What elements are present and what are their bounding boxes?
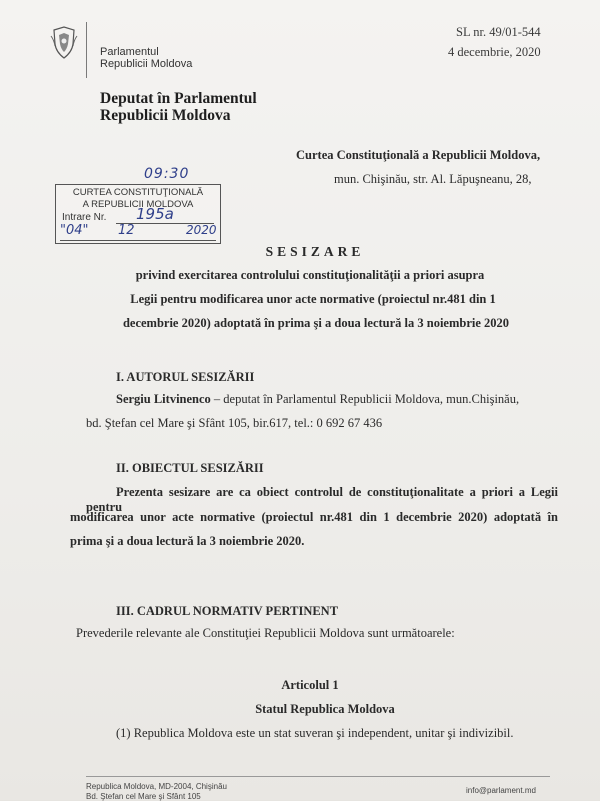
section-1-line-2: bd. Ştefan cel Mare şi Sfânt 105, bir.617, tel.: 0 692 67 436 xyxy=(86,416,383,430)
stamp-date-underline xyxy=(60,240,216,241)
stamp-month: 12 xyxy=(118,223,135,238)
section-3-intro: Prevederile relevante ale Constituţiei Republicii Moldova sunt următoarele: xyxy=(76,626,455,640)
stamp-year: 2020 xyxy=(186,223,217,237)
article-paragraph: (1) Republica Moldova este un stat suveran şi independent, unitar şi indivizibil. xyxy=(116,726,514,740)
section-2-line-2: modificarea unor acte normative (proiectul nr.481 din 1 decembrie 2020) adoptată în xyxy=(70,510,558,524)
stamp-day: "04" xyxy=(60,223,89,238)
section-2-heading: II. OBIECTUL SESIZĂRII xyxy=(116,461,264,475)
stamp-time: 09:30 xyxy=(144,166,190,182)
header-divider xyxy=(86,22,87,78)
article-number: Articolul 1 xyxy=(281,678,339,692)
reference-number: SL nr. 49/01-544 xyxy=(456,25,541,39)
section-1-heading: I. AUTORUL SESIZĂRII xyxy=(116,370,255,384)
recipient-name: Curtea Constituţională a Republicii Moldova, xyxy=(296,148,541,162)
section-2-line-3: prima şi a doua lectură la 3 noiembrie 2020. xyxy=(70,534,305,548)
subtitle-line-2: Legii pentru modificarea unor acte normative (proiectul nr.481 din 1 xyxy=(130,292,496,306)
article-title: Statul Republica Moldova xyxy=(255,702,395,716)
sender-title: Deputat în Parlamentul Republicii Moldova xyxy=(100,90,257,124)
stamp-line-2: A REPUBLICII MOLDOVA xyxy=(82,199,194,210)
footer-email: info@parlament.md xyxy=(466,786,536,795)
author-name: Sergiu Litvinenco xyxy=(116,392,211,406)
document-date: 4 decembrie, 2020 xyxy=(448,45,541,59)
section-3-heading: III. CADRUL NORMATIV PERTINENT xyxy=(116,604,339,618)
footer-divider xyxy=(86,776,550,777)
subtitle-line-3: decembrie 2020) adoptată în prima şi a doua lectură la 3 noiembrie 2020 xyxy=(122,316,510,330)
institution-name: Parlamentul Republicii Moldova xyxy=(100,46,193,70)
section-1-line-1 xyxy=(116,392,519,407)
footer-address-2: Bd. Ştefan cel Mare şi Sfânt 105 xyxy=(86,792,201,801)
document-title: SESIZARE xyxy=(265,244,365,259)
registration-stamp xyxy=(55,184,221,244)
recipient-address: mun. Chişinău, str. Al. Lăpuşneanu, 28, xyxy=(334,172,532,186)
stamp-intrare-number: 195a xyxy=(136,205,174,223)
subtitle-line-1: privind exercitarea controlului constituţionalităţii a priori asupra xyxy=(135,268,485,282)
author-details: – deputat în Parlamentul Republicii Moldova, mun.Chişinău, xyxy=(210,392,520,406)
footer-address-1: Republica Moldova, MD-2004, Chişinău xyxy=(86,782,227,791)
stamp-line-1: CURTEA CONSTITUŢIONALĂ xyxy=(72,187,204,198)
section-2-line-1: Prezenta sesizare are ca obiect controlul de constituţionalitate a priori a Legii pentru xyxy=(86,485,558,514)
stamp-intrare-label: Intrare Nr. xyxy=(62,212,107,223)
coat-of-arms-icon xyxy=(50,26,78,60)
